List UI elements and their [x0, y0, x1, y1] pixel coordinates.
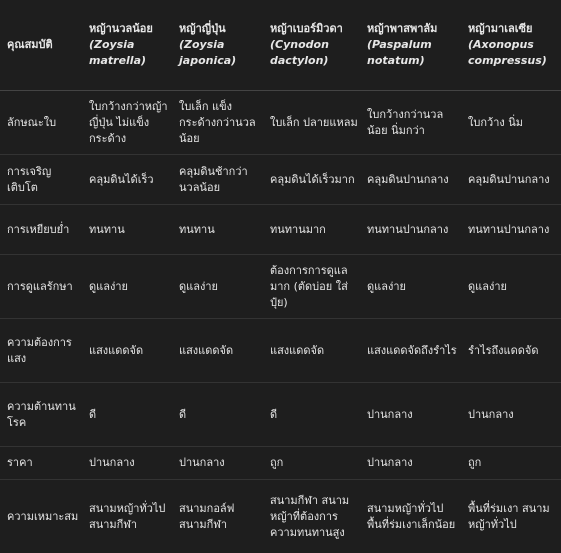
grass-thai-name: หญ้าญี่ปุ่น	[179, 22, 226, 35]
row-label: ราคา	[0, 447, 82, 480]
table-row	[0, 480, 561, 553]
grass-scientific-name: (Zoysia matrella)	[89, 38, 146, 67]
table-cell: คลุมดินได้เร็วมาก	[263, 155, 360, 205]
table-cell: ดูแลง่าย	[360, 255, 461, 319]
table-row	[0, 155, 561, 205]
table-cell: ดูแลง่าย	[172, 255, 263, 319]
table-row	[0, 383, 561, 447]
grass-scientific-name: (Cynodon dactylon)	[270, 38, 329, 67]
table-cell: ใบกว้างกว่าหญ้าญี่ปุ่น ไม่แข็งกระด้าง	[82, 91, 172, 155]
table-cell: ปานกลาง	[360, 447, 461, 480]
header-row	[0, 0, 561, 91]
grass-thai-name: หญ้าพาสพาลัม	[367, 22, 437, 35]
table-cell: ทนทานปานกลาง	[360, 205, 461, 255]
table-cell: ปานกลาง	[461, 383, 561, 447]
table-cell: คลุมดินได้เร็ว	[82, 155, 172, 205]
row-label: การดูแลรักษา	[0, 255, 82, 319]
table-cell: รำไรถึงแดดจัด	[461, 319, 561, 383]
table-cell: ถูก	[461, 447, 561, 480]
table-cell: ทนทาน	[82, 205, 172, 255]
table-cell: แสงแดดจัด	[263, 319, 360, 383]
table-cell: ดูแลง่าย	[461, 255, 561, 319]
table-cell: สนามกอล์ฟ สนามกีฬา	[172, 480, 263, 553]
grass-scientific-name: (Axonopus compressus)	[468, 38, 547, 67]
table-cell: คลุมดินปานกลาง	[360, 155, 461, 205]
grass-thai-name: หญ้ามาเลเซีย	[468, 22, 532, 35]
row-label: ลักษณะใบ	[0, 91, 82, 155]
table-cell: ใบเล็ก แข็งกระด้างกว่านวลน้อย	[172, 91, 263, 155]
table-cell: ทนทาน	[172, 205, 263, 255]
table-cell: สนามกีฬา สนามหญ้าที่ต้องการความทนทานสูง	[263, 480, 360, 553]
header-property: คุณสมบัติ	[0, 0, 82, 91]
table-cell: คลุมดินช้ากว่านวลน้อย	[172, 155, 263, 205]
table-cell: ต้องการการดูแลมาก (ตัดบ่อย ใส่ปุ๋ย)	[263, 255, 360, 319]
row-label: การเหยียบย่ำ	[0, 205, 82, 255]
row-label: ความต้องการแสง	[0, 319, 82, 383]
table-row	[0, 255, 561, 319]
table-cell: ดูแลง่าย	[82, 255, 172, 319]
table-cell: ถูก	[263, 447, 360, 480]
table-row	[0, 205, 561, 255]
table-cell: ทนทานมาก	[263, 205, 360, 255]
header-grass	[360, 0, 461, 91]
table-cell: สนามหญ้าทั่วไป สนามกีฬา	[82, 480, 172, 553]
grass-thai-name: หญ้าเบอร์มิวดา	[270, 22, 343, 35]
table-cell: ดี	[263, 383, 360, 447]
table-cell: ใบกว้าง นิ่ม	[461, 91, 561, 155]
table-cell: ทนทานปานกลาง	[461, 205, 561, 255]
header-grass	[172, 0, 263, 91]
table-cell: ดี	[172, 383, 263, 447]
table-cell: พื้นที่ร่มเงา สนามหญ้าทั่วไป	[461, 480, 561, 553]
table-cell: ใบกว้างกว่านวลน้อย นิ่มกว่า	[360, 91, 461, 155]
header-grass	[82, 0, 172, 91]
table-cell: ปานกลาง	[172, 447, 263, 480]
table-cell: แสงแดดจัด	[82, 319, 172, 383]
table-cell: ใบเล็ก ปลายแหลม	[263, 91, 360, 155]
table-row	[0, 447, 561, 480]
row-label: ความเหมาะสม	[0, 480, 82, 553]
header-grass	[263, 0, 360, 91]
table-cell: แสงแดดจัดถึงรำไร	[360, 319, 461, 383]
table-cell: ดี	[82, 383, 172, 447]
grass-scientific-name: (Paspalum notatum)	[367, 38, 432, 67]
table-cell: ปานกลาง	[82, 447, 172, 480]
grass-thai-name: หญ้านวลน้อย	[89, 22, 153, 35]
row-label: ความต้านทานโรค	[0, 383, 82, 447]
table-cell: คลุมดินปานกลาง	[461, 155, 561, 205]
row-label: การเจริญเติบโต	[0, 155, 82, 205]
table-row	[0, 319, 561, 383]
table-cell: สนามหญ้าทั่วไป พื้นที่ร่มเงาเล็กน้อย	[360, 480, 461, 553]
table-cell: ปานกลาง	[360, 383, 461, 447]
header-grass	[461, 0, 561, 91]
table-cell: แสงแดดจัด	[172, 319, 263, 383]
grass-scientific-name: (Zoysia japonica)	[179, 38, 236, 67]
table-row	[0, 91, 561, 155]
